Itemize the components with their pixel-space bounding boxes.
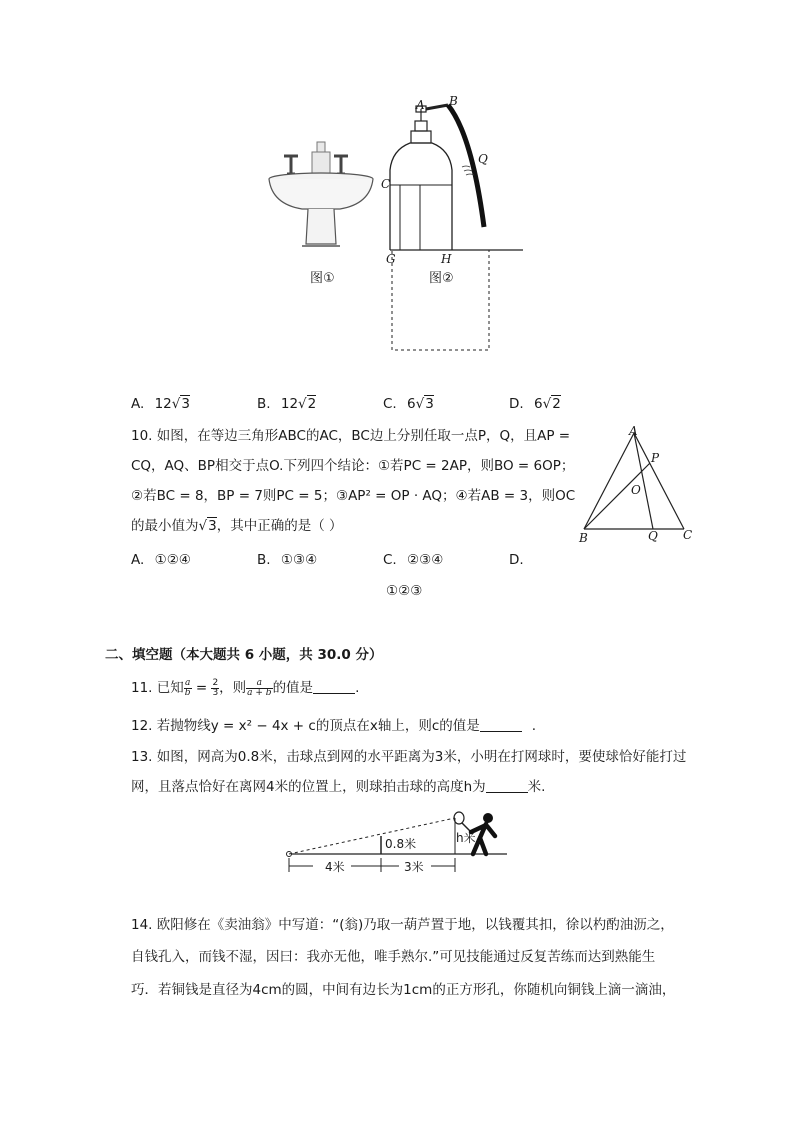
q14-line1: 14. 欧阳修在《卖油翁》中写道：“(翁)乃取一葫芦置于地，以钱覆其扣，徐以杓酌油沥之， [131,917,674,933]
sqrt-symbol: √ [198,518,208,534]
option-radicand: 2 [552,396,561,412]
option-value: ①②④ [154,552,191,568]
figure1-label: 图① [310,271,335,286]
q13-answer-blank[interactable] [486,778,528,793]
q11-end: . [355,680,360,696]
sqrt-symbol: √ [298,396,307,412]
option-coef: 12 [154,396,172,412]
point-Q-label: Q [478,152,488,166]
figure2-label: 图② [429,271,454,286]
point-G-label: G [386,252,396,266]
tri-C-label: C [683,528,693,542]
q10-line2: CQ，AQ、BP相交于点O.下列四个结论：①若PC = 2AP，则BO = 6OP； [131,458,575,474]
tri-O-label: O [631,483,641,497]
section2-heading: 二、填空题（本大题共 6 小题，共 30.0 分） [105,647,383,663]
q10-line4-radicand: 3 [208,518,217,534]
q13-line2-pre: 网，且落点恰好在离网4米的位置上，则球拍击球的高度h为 [131,779,486,795]
q10-option-d-letter[interactable]: D. [509,552,524,568]
q9-option-b[interactable] [257,394,316,414]
q10-option-d-value[interactable]: ①②③ [386,583,423,599]
figure1-washbasin [262,134,392,254]
q11-answer-blank[interactable] [313,679,355,694]
option-coef: 12 [280,396,299,412]
option-coef: 6 [533,396,543,412]
figure2-dispenser [380,95,530,355]
option-radicand: 2 [307,396,317,412]
q11-post: 的值是 [272,680,314,696]
q12-line [131,716,536,736]
q12-answer-blank[interactable] [480,717,522,732]
option-letter: A. [131,396,145,412]
q11-frac1: $\frac{a}{b}$ [184,677,191,698]
option-value: ②③④ [407,552,444,568]
q9-option-a[interactable] [131,394,190,414]
option-radicand: 3 [181,396,190,412]
option-letter: C. [383,552,397,568]
option-letter: D. [509,396,524,412]
q13-right-distance-label: 3米 [404,860,424,874]
q10-line4-pre: 的最小值为 [131,518,199,534]
q14-line2: 自钱孔入，而钱不湿，因曰：我亦无他，唯手熟尔.”可见技能通过反复苦练而达到熟能生 [131,949,656,965]
q10-line4-post: ，其中正确的是（ ） [216,518,343,534]
tri-P-label: P [651,451,660,465]
point-B-label: B [449,94,458,108]
q13-line2 [131,777,545,797]
point-C-label: C [381,177,391,191]
q13-left-distance-label: 4米 [325,860,345,874]
q10-option-b[interactable] [257,550,317,570]
tri-A-label: A [629,424,638,438]
option-letter: B. [257,552,271,568]
tri-B-label: B [579,531,588,545]
option-coef: 6 [407,396,416,412]
q10-line1: 10. 如图，在等边三角形ABC的AC，BC边上分别任取一点P，Q，且AP = [131,428,571,444]
option-letter: A. [131,552,145,568]
q10-line4 [131,516,343,536]
q12-text: 12. 若抛物线y = x² − 4x + c的顶点在x轴上，则c的值是 [131,718,480,734]
q12-end: . [531,718,537,734]
q11-frac2: $\frac{2}{3}$ [212,677,219,698]
option-radicand: 3 [425,396,434,412]
option-letter: C. [383,396,397,412]
point-A-label: A [416,98,425,112]
q11-mid2: ，则 [219,680,247,696]
q10-line3: ②若BC = 8，BP = 7则PC = 5；③AP² = OP · AQ；④若AB = 3，则OC [131,488,576,504]
q9-option-d[interactable] [509,394,561,414]
q11-mid: = [191,680,212,696]
q11-frac3: $\frac{a}{a + b}$ [247,677,272,698]
q13-h-label: h米 [456,831,476,845]
q10-option-a[interactable] [131,550,191,570]
point-H-label: H [441,252,452,266]
tri-Q-label: Q [648,529,658,543]
q11-line [131,678,359,698]
sqrt-symbol: √ [542,396,552,412]
q10-option-c[interactable] [383,550,443,570]
sqrt-symbol: √ [171,396,181,412]
q9-option-c[interactable] [383,394,434,414]
q13-net-label: 0.8米 [385,837,417,851]
option-value: ①③④ [280,552,318,568]
option-letter: B. [257,396,271,412]
sqrt-symbol: √ [415,396,425,412]
q11-pre: 11. 已知 [131,680,184,696]
q13-line2-post: 米. [527,779,546,795]
q13-line1: 13. 如图，网高为0.8米，击球点到网的水平距离为3米，小明在打网球时，要使球恰好能打过 [131,749,687,765]
q14-line3: 巧．若铜钱是直径为4cm的圆，中间有边长为1cm的正方形孔，你随机向铜钱上滴一滴油， [131,982,676,998]
